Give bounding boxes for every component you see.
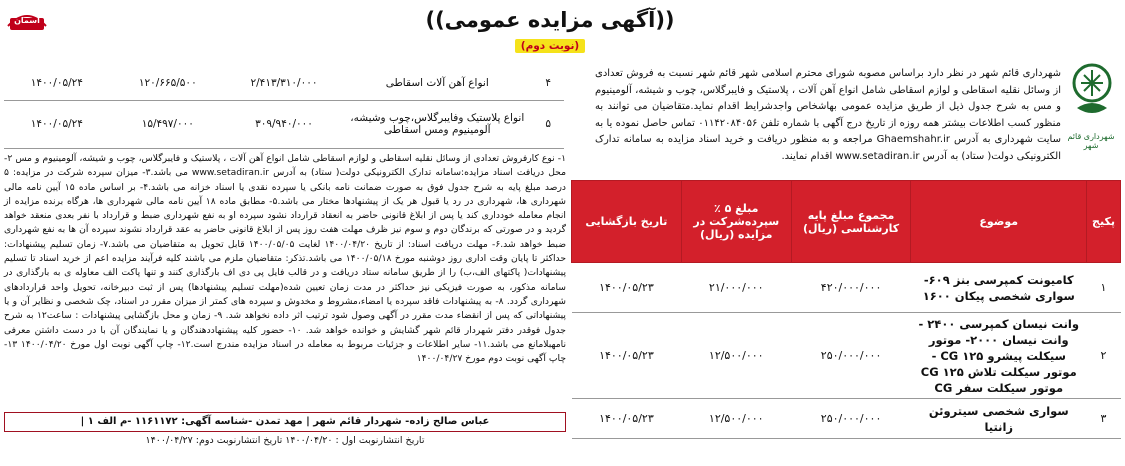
newspaper-logo-text: آسمان <box>14 16 40 25</box>
header-deposit: مبلغ ۵ ٪ سپرده‌شرکت در مزایده (ریال) <box>681 181 791 263</box>
table-row <box>572 313 1121 399</box>
package-number: ۱ <box>1087 263 1121 313</box>
scrap-base-price: ۳۰۹/۹۴۰/۰۰۰ <box>226 100 342 148</box>
package-subject: کامیونت کمپرسی بنز ۶۰۹-سواری شخصی پیکان ۱۶۰۰ <box>911 263 1087 313</box>
notice-round-badge: (نوبت دوم) <box>515 39 585 53</box>
package-number: ۳ <box>1087 399 1121 439</box>
scrap-subject: انواع آهن آلات اسقاطی <box>342 66 532 100</box>
table-row <box>4 66 564 100</box>
base-price: ۴۲۰/۰۰۰/۰۰۰ <box>791 263 911 313</box>
auction-conditions: ۱- نوع کارفروش تعدادی از وسائل نقلیه اسقاطی و لوازم اسقاطی شامل انواع آهن آلات ، پلاستیک و فایبرگلاس، چوب و شیشه، آلومینیوم و مس ۲- محل دریافت اسناد مزایده:سامانه تدارک الکترونیکی دولت( ستاد) به آدرس www.setadiran.ir می باشد.۳- میزان سپرده شرکت در مزایده: ۵ درصد مبلغ پایه به شرح جدول فوق به صورت ضمانت نامه بانکی یا سپرده نقدی یا اسناد خزانه می باشد.۴- بر اساس ماده ۱۵ آیین نامه مالی شهرداری ها، شهرداری در رد یا قبول هر یک از پیشنهادها مختار می باشد.۵- مطابق ماده ۱۸ آیین نامه مالی شهرداری ها، هرگاه برنده مزایده از انجام معامله خودداری کند یا پس از ابلاغ قانونی حاضر به انعقاد قرارداد نشود سپرده او به نفع شهرداری ضبط و قرارداد با نفر بعدی منعقد خواهد گردید و در صورتی که برندگان دوم و سوم نیز ظرف مهلت هفت روز پس از ابلاغ قانونی حاضر به عقد قرارداد نشوند سپرده آن ها به نفع شهرداری ضبط خواهد شد.۶- مهلت دریافت اسناد: از تاریخ ۱۴۰۰/۰۴/۲۰ لغایت ۱۴۰۰/۰۵/۰۵ قابل تحویل به متقاضیان می باشد.۷- زمان تسلیم پیشنهادات: حداکثر تا پایان وقت اداری روز دوشنبه مورخ ۱۴۰۰/۰۵/۱۸ می باشد.تذکر: متقاضیان ملزم می باشند کلیه فرآیند مزایده اعم از خرید اسناد تا تسلیم پیشنهادات( پاکتهای الف،ب) را از طریق سامانه ستاد دریافت و در قالب فایل پی دی اف بارگذاری کنند و تنها پاکت الف معاوله ی به بارگذاری در سامانه مذکور، به صورت فیزیکی نیز حداکثر در مدت زمان تعیین شده(مهلت تسلیم پیشنهادها) پس از ثبت دبیرخانه، تحویل واحد قراردادهای شهرداری گردد. ۸- به پیشنهادات فاقد سپرده یا امضاء،مشروط و مخدوش و سپرده های کمتر از میزان مقرر در اسناد، چک شخصی و نظایر آن و یا پیشنهاداتی که پس از انقضاء مدت مقرر در آگهی وصول شود ترتیب اثر داده نخواهد شد. ۹- زمان و محل بازگشایی پیشنهادات : ساعت۱۲ به شرح جدول فوقدر دفتر شهردار قائم شهر گشایش و خوانده خواهد شد. ۱۰- حضور کلیه پیشنهاددهندگان و یا نمایندگان آن با در دست داشتن معرفی نامهبلامانع می باشد.۱۱- سایر اطلاعات و جزئیات مربوط به معامله در اسناد مزایده مندرج است.۱۲- چاپ آگهی نوبت اول مورخ ۱۴۰۰/۰۴/۲۰ ۱۳- چاپ آگهی نوبت دوم مورخ ۱۴۰۰/۰۴/۲۷ <box>4 153 567 365</box>
scrap-number: ۵ <box>532 100 564 148</box>
opening-date: ۱۴۰۰/۰۵/۲۳ <box>572 399 682 439</box>
header-subject: موضوع <box>911 181 1087 263</box>
opening-date: ۱۴۰۰/۰۵/۲۳ <box>572 263 682 313</box>
publication-dates: تاریخ انتشارنوبت اول : ۱۴۰۰/۰۴/۲۰ تاریخ انتشارنوبت دوم: ۱۴۰۰/۰۴/۲۷ <box>145 435 425 446</box>
table-row <box>4 100 564 148</box>
deposit-amount: ۱۲/۵۰۰/۰۰۰ <box>681 313 791 399</box>
header-package: پکیج <box>1087 181 1121 263</box>
scrap-subject: انواع پلاستیک وفایبرگلاس،چوب وشیشه، آلومینیوم ومس اسقاطی <box>342 100 532 148</box>
vehicle-packages-table <box>571 180 1121 439</box>
table-header-row <box>572 181 1121 263</box>
scrap-deposit: ۱۲۰/۶۶۵/۵۰۰ <box>110 66 226 100</box>
base-price: ۲۵۰/۰۰۰/۰۰۰ <box>791 399 911 439</box>
header-opening-date: تاریخ بازگشایی <box>572 181 682 263</box>
notice-header <box>150 6 950 62</box>
deposit-amount: ۲۱/۰۰۰/۰۰۰ <box>681 263 791 313</box>
scrap-deposit: ۱۵/۴۹۷/۰۰۰ <box>110 100 226 148</box>
package-subject: سواری شخصی سیتروئن زانتیا <box>911 399 1087 439</box>
municipality-emblem-icon <box>1067 58 1117 128</box>
notice-title: ((آگهی مزایده عمومی)) <box>425 8 675 32</box>
signature-box: عباس صالح زاده- شهردار قائم شهر | مهد تمدن -شناسه آگهی: ۱۱۶۱۱۷۲ -م الف ۱ | <box>4 412 566 432</box>
table-row <box>572 399 1121 439</box>
deposit-amount: ۱۲/۵۰۰/۰۰۰ <box>681 399 791 439</box>
scrap-number: ۴ <box>532 66 564 100</box>
package-number: ۲ <box>1087 313 1121 399</box>
municipality-name: شهرداری قائم شهر <box>1067 132 1115 150</box>
scrap-base-price: ۲/۴۱۳/۳۱۰/۰۰۰ <box>226 66 342 100</box>
table-row <box>572 263 1121 313</box>
header-base-price: مجموع مبلغ پایه کارشناسی (ریال) <box>791 181 911 263</box>
package-subject: وانت نیسان کمپرسی ۲۴۰۰ - وانت نیسان ۲۰۰۰- موتور سیکلت پیشرو CG ۱۲۵ - موتور سیکلت تلاش CG ۱۲۵ موتور سیکلت سفر CG <box>911 313 1087 399</box>
scrap-items-table <box>4 66 564 149</box>
opening-date: ۱۴۰۰/۰۵/۲۳ <box>572 313 682 399</box>
intro-paragraph: شهرداری قائم شهر در نظر دارد براساس مصوبه شورای محترم اسلامی شهر قائم شهر نسبت به فروش تعدادی از وسائل نقلیه اسقاطی و لوازم اسقاطی شامل انواع آهن آلات ، پلاستیک و فایبرگلاس، چوب و شیشه، آلومینیوم و مس به شرح جدول ذیل از طریق مزایده عمومی بهاشخاص واجدشرایط اقدام نماید.متقاضیان می توانند به منظور کسب اطلاعات بیشتر همه روزه از تاریخ درج آگهی با شماره تلفن ۰۱۱۴۲۰۸۴۰۵۶ تماس حاصل نموده یا به سایت شهرداری به آدرس Ghaemshahr.ir مراجعه و به منظور دریافت و خرید اسناد مزایده به سامانه تدارک الکترونیکی دولت( ستاد) به آدرس www.setadiran.ir اقدام نمایند. <box>595 68 1061 162</box>
scrap-opening-date: ۱۴۰۰/۰۵/۲۴ <box>4 66 110 100</box>
scrap-opening-date: ۱۴۰۰/۰۵/۲۴ <box>4 100 110 148</box>
base-price: ۲۵۰/۰۰۰/۰۰۰ <box>791 313 911 399</box>
